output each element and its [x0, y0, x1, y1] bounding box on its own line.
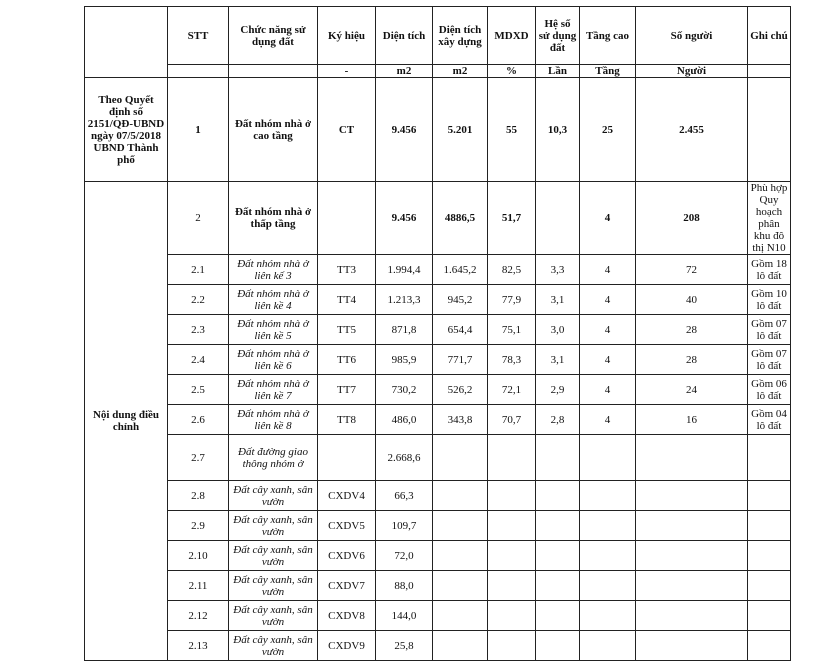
corner-cell — [85, 7, 168, 78]
code-cell — [318, 182, 376, 255]
floors-cell: 4 — [580, 405, 636, 435]
function-cell: Đất nhóm nhà ở thấp tầng — [229, 182, 318, 255]
unit-cell — [229, 65, 318, 78]
far-cell: 2,9 — [536, 375, 580, 405]
floors-cell: 25 — [580, 78, 636, 182]
density-cell — [488, 481, 536, 511]
density-cell: 82,5 — [488, 255, 536, 285]
unit-cell: Tầng — [580, 65, 636, 78]
stt-cell: 2 — [168, 182, 229, 255]
function-cell: Đất nhóm nhà ở cao tầng — [229, 78, 318, 182]
col-function-header: Chức năng sử dụng đất — [229, 7, 318, 65]
table-row — [85, 345, 791, 375]
table-row — [85, 405, 791, 435]
table-row — [85, 375, 791, 405]
build-area-cell: 5.201 — [433, 78, 488, 182]
col-note-header: Ghi chú — [748, 7, 791, 65]
stt-cell: 2.6 — [168, 405, 229, 435]
far-cell — [536, 182, 580, 255]
density-cell: 75,1 — [488, 315, 536, 345]
far-cell — [536, 631, 580, 661]
people-cell — [636, 541, 748, 571]
unit-cell: - — [318, 65, 376, 78]
code-cell: TT7 — [318, 375, 376, 405]
floors-cell: 4 — [580, 345, 636, 375]
area-cell: 2.668,6 — [376, 435, 433, 481]
build-area-cell — [433, 435, 488, 481]
floors-cell: 4 — [580, 315, 636, 345]
far-cell — [536, 571, 580, 601]
floors-cell: 4 — [580, 285, 636, 315]
area-cell: 1.994,4 — [376, 255, 433, 285]
code-cell: CXDV7 — [318, 571, 376, 601]
people-cell — [636, 631, 748, 661]
note-cell — [748, 571, 791, 601]
function-cell: Đất nhóm nhà ở liên kề 5 — [229, 315, 318, 345]
stt-cell: 2.3 — [168, 315, 229, 345]
floors-cell: 4 — [580, 375, 636, 405]
people-cell: 28 — [636, 345, 748, 375]
stt-cell: 2.12 — [168, 601, 229, 631]
people-cell — [636, 601, 748, 631]
people-cell — [636, 481, 748, 511]
area-cell: 871,8 — [376, 315, 433, 345]
group-label: Nội dung điều chỉnh — [85, 182, 168, 661]
stt-cell: 2.13 — [168, 631, 229, 661]
density-cell: 70,7 — [488, 405, 536, 435]
area-cell: 486,0 — [376, 405, 433, 435]
density-cell — [488, 631, 536, 661]
area-cell: 66,3 — [376, 481, 433, 511]
density-cell: 51,7 — [488, 182, 536, 255]
col-floors-header: Tầng cao — [580, 7, 636, 65]
col-far-header: Hệ số sử dụng đất — [536, 7, 580, 65]
far-cell: 3,3 — [536, 255, 580, 285]
unit-cell: % — [488, 65, 536, 78]
unit-row — [85, 65, 791, 78]
code-cell: TT4 — [318, 285, 376, 315]
far-cell — [536, 435, 580, 481]
stt-cell: 2.11 — [168, 571, 229, 601]
people-cell — [636, 435, 748, 481]
floors-cell — [580, 481, 636, 511]
density-cell — [488, 571, 536, 601]
floors-cell — [580, 541, 636, 571]
people-cell: 208 — [636, 182, 748, 255]
density-cell — [488, 435, 536, 481]
area-cell: 109,7 — [376, 511, 433, 541]
far-cell — [536, 481, 580, 511]
stt-cell: 2.10 — [168, 541, 229, 571]
code-cell: TT5 — [318, 315, 376, 345]
function-cell: Đất cây xanh, sân vườn — [229, 511, 318, 541]
note-cell — [748, 435, 791, 481]
function-cell: Đất nhóm nhà ở liên kề 4 — [229, 285, 318, 315]
note-cell: Gồm 10 lô đất — [748, 285, 791, 315]
build-area-cell — [433, 601, 488, 631]
table-row — [85, 481, 791, 511]
col-density-header: MDXD — [488, 7, 536, 65]
people-cell: 24 — [636, 375, 748, 405]
density-cell: 72,1 — [488, 375, 536, 405]
unit-cell — [168, 65, 229, 78]
stt-cell: 2.8 — [168, 481, 229, 511]
table-row — [85, 435, 791, 481]
note-cell — [748, 481, 791, 511]
note-cell: Gồm 06 lô đất — [748, 375, 791, 405]
col-area-header: Diện tích — [376, 7, 433, 65]
stt-cell: 2.2 — [168, 285, 229, 315]
function-cell: Đất đường giao thông nhóm ở — [229, 435, 318, 481]
density-cell: 77,9 — [488, 285, 536, 315]
build-area-cell — [433, 571, 488, 601]
code-cell: CT — [318, 78, 376, 182]
area-cell: 9.456 — [376, 182, 433, 255]
table-row — [85, 571, 791, 601]
note-cell: Gồm 04 lô đất — [748, 405, 791, 435]
density-cell — [488, 511, 536, 541]
people-cell: 40 — [636, 285, 748, 315]
table-row — [85, 511, 791, 541]
density-cell — [488, 541, 536, 571]
function-cell: Đất nhóm nhà ở liên kề 7 — [229, 375, 318, 405]
land-use-table — [84, 6, 791, 661]
col-code-header: Ký hiệu — [318, 7, 376, 65]
function-cell: Đất nhóm nhà ở liên kề 8 — [229, 405, 318, 435]
code-cell: CXDV8 — [318, 601, 376, 631]
stt-cell: 2.4 — [168, 345, 229, 375]
people-cell: 16 — [636, 405, 748, 435]
build-area-cell: 945,2 — [433, 285, 488, 315]
far-cell: 10,3 — [536, 78, 580, 182]
build-area-cell: 771,7 — [433, 345, 488, 375]
area-cell: 144,0 — [376, 601, 433, 631]
floors-cell — [580, 435, 636, 481]
function-cell: Đất nhóm nhà ở liên kề 6 — [229, 345, 318, 375]
function-cell: Đất cây xanh, sân vườn — [229, 541, 318, 571]
floors-cell — [580, 601, 636, 631]
people-cell — [636, 511, 748, 541]
col-people-header: Số người — [636, 7, 748, 65]
unit-cell: Lần — [536, 65, 580, 78]
far-cell: 2,8 — [536, 405, 580, 435]
unit-cell: Người — [636, 65, 748, 78]
code-cell: TT8 — [318, 405, 376, 435]
area-cell: 1.213,3 — [376, 285, 433, 315]
code-cell: TT6 — [318, 345, 376, 375]
build-area-cell: 654,4 — [433, 315, 488, 345]
stt-cell: 2.1 — [168, 255, 229, 285]
far-cell — [536, 601, 580, 631]
build-area-cell — [433, 541, 488, 571]
code-cell: TT3 — [318, 255, 376, 285]
function-cell: Đất cây xanh, sân vườn — [229, 601, 318, 631]
code-cell: CXDV9 — [318, 631, 376, 661]
note-cell: Gồm 07 lô đất — [748, 315, 791, 345]
area-cell: 985,9 — [376, 345, 433, 375]
function-cell: Đất cây xanh, sân vườn — [229, 481, 318, 511]
note-cell — [748, 601, 791, 631]
build-area-cell: 526,2 — [433, 375, 488, 405]
col-build-area-header: Diện tích xây dựng — [433, 7, 488, 65]
table-row — [85, 285, 791, 315]
area-cell: 25,8 — [376, 631, 433, 661]
table-row — [85, 255, 791, 285]
note-cell: Phù hợp Quy hoạch phân khu đô thị N10 — [748, 182, 791, 255]
header-row — [85, 7, 791, 65]
note-cell — [748, 631, 791, 661]
people-cell: 2.455 — [636, 78, 748, 182]
unit-cell: m2 — [433, 65, 488, 78]
build-area-cell — [433, 481, 488, 511]
stt-cell: 2.7 — [168, 435, 229, 481]
table-row — [85, 631, 791, 661]
note-cell — [748, 511, 791, 541]
people-cell: 28 — [636, 315, 748, 345]
floors-cell — [580, 631, 636, 661]
density-cell: 55 — [488, 78, 536, 182]
table-row — [85, 315, 791, 345]
group-label: Theo Quyết định số 2151/QĐ-UBND ngày 07/5/2018 UBND Thành phố — [85, 78, 168, 182]
far-cell: 3,0 — [536, 315, 580, 345]
build-area-cell: 343,8 — [433, 405, 488, 435]
density-cell: 78,3 — [488, 345, 536, 375]
floors-cell — [580, 511, 636, 541]
stt-cell: 1 — [168, 78, 229, 182]
stt-cell: 2.9 — [168, 511, 229, 541]
far-cell: 3,1 — [536, 345, 580, 375]
table-row — [85, 541, 791, 571]
unit-cell — [748, 65, 791, 78]
area-cell: 72,0 — [376, 541, 433, 571]
area-cell: 9.456 — [376, 78, 433, 182]
col-stt-header: STT — [168, 7, 229, 65]
floors-cell: 4 — [580, 182, 636, 255]
build-area-cell — [433, 511, 488, 541]
people-cell: 72 — [636, 255, 748, 285]
table-row — [85, 78, 791, 182]
stt-cell: 2.5 — [168, 375, 229, 405]
function-cell: Đất nhóm nhà ở liên kế 3 — [229, 255, 318, 285]
build-area-cell: 4886,5 — [433, 182, 488, 255]
people-cell — [636, 571, 748, 601]
far-cell — [536, 511, 580, 541]
build-area-cell — [433, 631, 488, 661]
function-cell: Đất cây xanh, sân vườn — [229, 571, 318, 601]
far-cell: 3,1 — [536, 285, 580, 315]
function-cell: Đất cây xanh, sân vườn — [229, 631, 318, 661]
note-cell — [748, 541, 791, 571]
floors-cell: 4 — [580, 255, 636, 285]
code-cell: CXDV6 — [318, 541, 376, 571]
table-row — [85, 182, 791, 255]
floors-cell — [580, 571, 636, 601]
density-cell — [488, 601, 536, 631]
note-cell: Gồm 07 lô đất — [748, 345, 791, 375]
area-cell: 88,0 — [376, 571, 433, 601]
note-cell — [748, 78, 791, 182]
area-cell: 730,2 — [376, 375, 433, 405]
far-cell — [536, 541, 580, 571]
code-cell: CXDV4 — [318, 481, 376, 511]
note-cell: Gồm 18 lô đất — [748, 255, 791, 285]
code-cell — [318, 435, 376, 481]
table-row — [85, 601, 791, 631]
build-area-cell: 1.645,2 — [433, 255, 488, 285]
unit-cell: m2 — [376, 65, 433, 78]
code-cell: CXDV5 — [318, 511, 376, 541]
